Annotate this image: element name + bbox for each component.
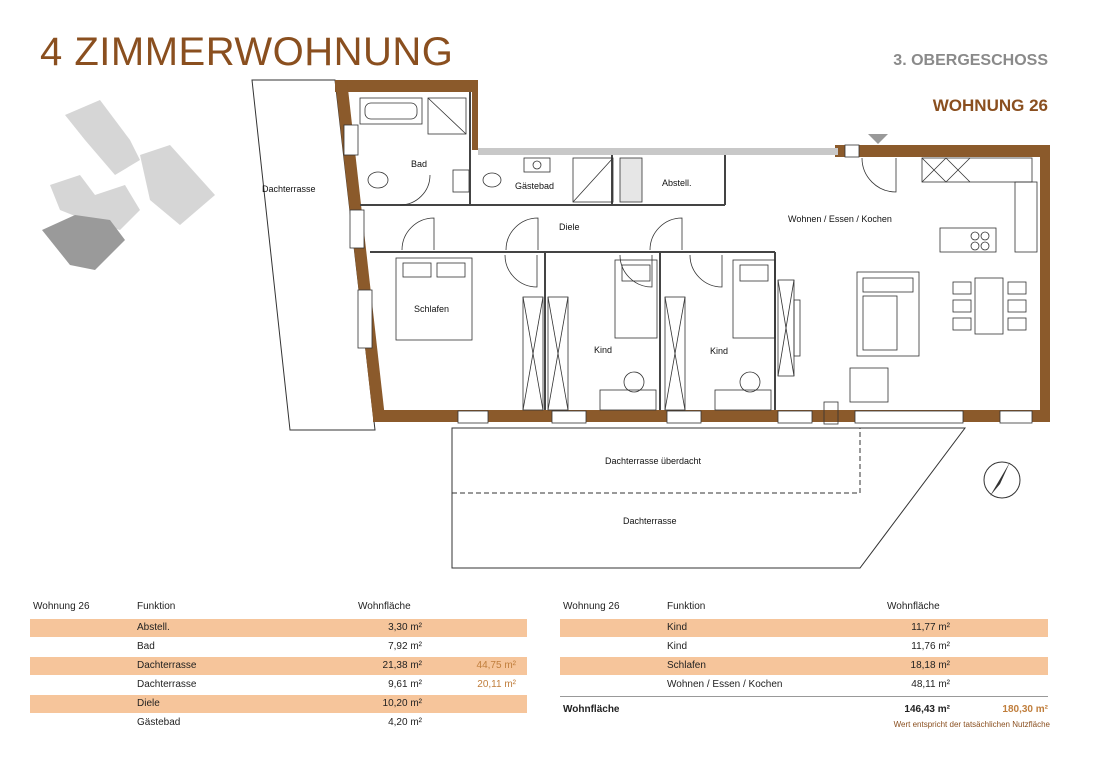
header-area: Wohnfläche: [887, 601, 940, 612]
row-function: Gästebad: [137, 717, 181, 728]
row-area: 7,92 m²: [388, 641, 422, 652]
furniture: [396, 258, 800, 410]
row-area: 3,30 m²: [388, 622, 422, 633]
row-area: 11,76 m²: [911, 641, 950, 652]
room-label-bad: Bad: [411, 159, 428, 169]
total-extra-area: 180,30 m²: [1002, 704, 1048, 715]
room-label-wohnen: Wohnen / Essen / Kochen: [788, 214, 892, 224]
header-function: Funktion: [667, 601, 706, 612]
table-row: [560, 619, 1048, 637]
row-area: 10,20 m²: [382, 698, 422, 709]
total-label: Wohnfläche: [563, 704, 620, 715]
row-area: 18,18 m²: [910, 660, 950, 671]
north-arrow-icon: [984, 462, 1020, 498]
row-area: 4,20 m²: [388, 717, 422, 728]
row-function: Diele: [137, 698, 160, 709]
room-label-dachterrasse-west: Dachterrasse: [262, 184, 316, 194]
row-function: Dachterrasse: [137, 660, 197, 671]
corridor-wall-light: [478, 148, 838, 155]
table-row: [30, 619, 527, 637]
table-header: [0, 598, 530, 616]
header-area: Wohnfläche: [358, 601, 411, 612]
total-row: [560, 701, 1060, 719]
room-label-gaestebad: Gästebad: [515, 181, 555, 191]
header-unit: Wohnung 26: [563, 601, 620, 612]
floor-label: 3. OBERGESCHOSS: [893, 52, 1048, 69]
total-divider: [560, 696, 1048, 697]
area-table-right: [560, 598, 1060, 743]
living-furniture: [824, 158, 1037, 424]
room-label-dachterrasse-sued: Dachterrasse: [623, 516, 677, 526]
row-function: Dachterrasse: [137, 679, 197, 690]
windows: [344, 125, 1032, 423]
room-label-kind-2: Kind: [710, 346, 729, 356]
page-title: 4 ZIMMERWOHNUNG: [40, 30, 454, 74]
table-header: [560, 598, 1060, 616]
table-row: [560, 676, 1048, 694]
terrace-south: [452, 428, 965, 568]
row-function: Schlafen: [667, 660, 706, 671]
row-function: Kind: [667, 641, 688, 652]
row-area: 9,61 m²: [388, 679, 422, 690]
interior-walls: [360, 92, 835, 410]
row-extra-area: 20,11 m²: [477, 679, 516, 690]
row-area: 21,38 m²: [382, 660, 422, 671]
unit-label: WOHNUNG 26: [932, 96, 1048, 115]
total-note: Wert entspricht der tatsächlichen Nutzfläche: [893, 720, 1050, 729]
row-function: Kind: [667, 622, 688, 633]
table-row: [30, 638, 527, 656]
row-area: 48,11 m²: [911, 679, 950, 690]
entry-arrow: [868, 134, 888, 144]
table-row: [30, 714, 527, 732]
room-label-dachterrasse-ueberdacht: Dachterrasse überdacht: [605, 456, 702, 466]
room-label-kind-1: Kind: [594, 345, 613, 355]
row-function: Abstell.: [137, 622, 170, 633]
row-area: 11,77 m²: [911, 622, 950, 633]
header-function: Funktion: [137, 601, 176, 612]
total-area: 146,43 m²: [904, 704, 950, 715]
room-label-abstell: Abstell.: [662, 178, 692, 188]
header-unit: Wohnung 26: [33, 601, 90, 612]
table-row: [30, 657, 527, 675]
table-row: [30, 676, 527, 694]
area-table-left: [0, 598, 530, 743]
row-function: Bad: [137, 641, 155, 652]
row-extra-area: 44,75 m²: [476, 660, 516, 671]
room-label-diele: Diele: [559, 222, 580, 232]
table-row: [30, 695, 527, 713]
table-row: [560, 657, 1048, 675]
room-label-schlafen: Schlafen: [414, 304, 450, 314]
table-row: [560, 638, 1048, 656]
row-function: Wohnen / Essen / Kochen: [667, 679, 783, 690]
